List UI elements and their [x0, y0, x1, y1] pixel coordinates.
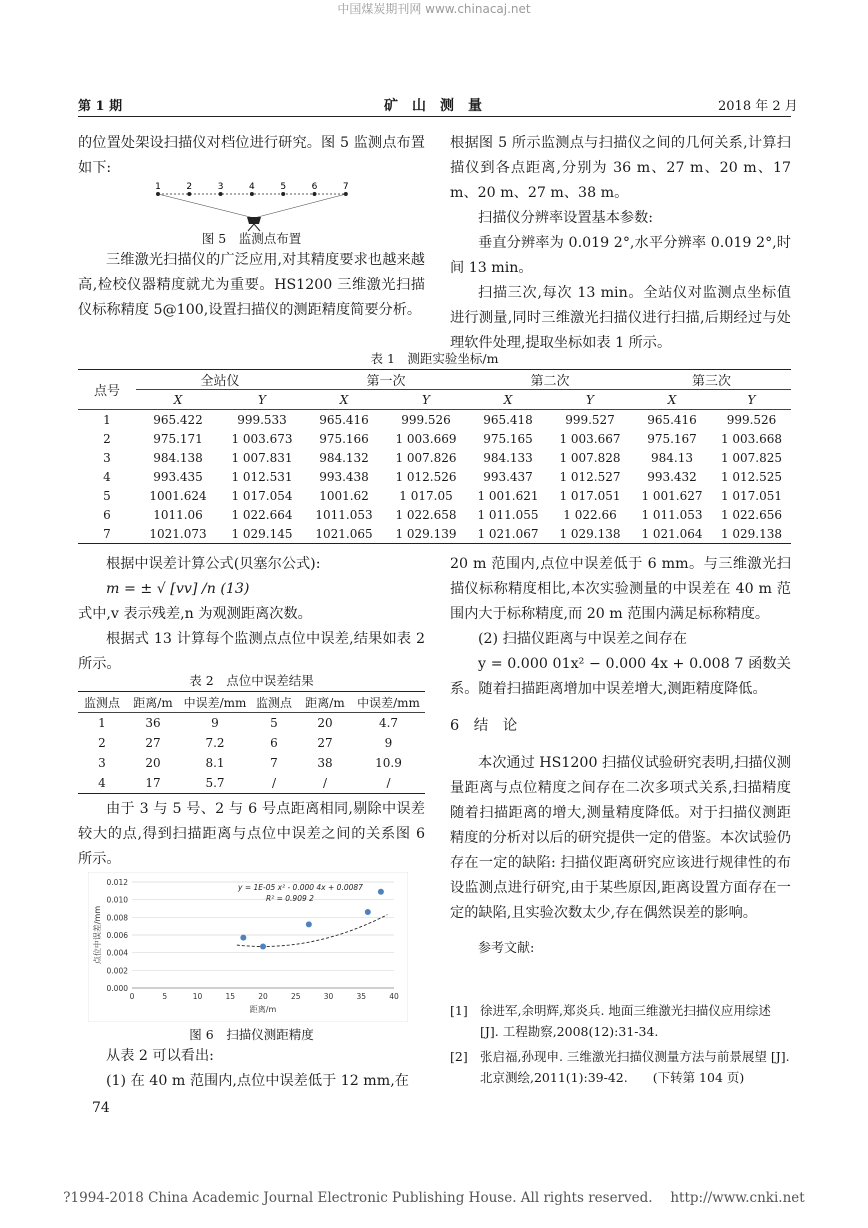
data-point — [240, 935, 246, 941]
table-row — [78, 505, 791, 524]
paragraph: (1) 在 40 m 范围内,点位中误差低于 12 mm,在 — [106, 1073, 409, 1089]
table-cell: 984.133 — [483, 450, 533, 465]
table-cell: 27 — [317, 736, 333, 750]
table-cell: 5.7 — [205, 776, 225, 790]
paragraph: 本次通过 HS1200 扫描仪试验研究表明,扫描仪测量距离与点位精度之间存在二次多项式关系,扫描精度随着扫描距离的增大,测量精度降低。对于扫描仪测距精度的分析对以后的研究提供一定的借鉴。本次试验仍存在一定的缺陷: 扫描仪距离研究应该进行规律性的布设监测点进行研究,由于某些原因,距离设置方面存在一定的缺陷,且实验次数太少,存在偶然误差的影响。 — [450, 755, 791, 921]
paragraph: 由于 3 与 5 号、2 与 6 号点距离相同,剔除中误差较大的点,得到扫描距离与点位中误差之间的关系图 6 所示。 — [78, 801, 425, 867]
monitor-point-label: 5 — [280, 182, 287, 192]
table-cell: 38 — [317, 756, 333, 770]
table-cell: 1 003.669 — [395, 431, 457, 446]
table-cell: 1001.62 — [319, 488, 369, 503]
table-cell: 999.533 — [237, 412, 287, 427]
table-cell: 20 — [145, 756, 161, 770]
table-cell: 1021.065 — [315, 526, 373, 541]
table-header-cell: 监测点 — [255, 695, 292, 710]
paragraph: 20 m 范围内,点位中误差低于 6 mm。与三维激光扫描仪标称精度相比,本次实验测量的中误差在 40 m 范围内大于标称精度,而 20 m 范围内满足标称精度。 — [450, 556, 791, 622]
table-cell: 1 022.656 — [720, 507, 783, 522]
table-row — [78, 429, 791, 448]
table-row — [78, 467, 791, 486]
table-cell: 7 — [103, 526, 111, 541]
table2-body — [78, 713, 425, 794]
table-cell: 1 017.05 — [399, 488, 453, 503]
table-cell: 1 021.064 — [641, 526, 703, 541]
table-cell: 9 — [384, 736, 393, 750]
table-cell: 1 007.826 — [395, 450, 457, 465]
reference-text: 徐进军,余明辉,郑炎兵. 地面三维激光扫描仪应用综述 [J]. 工程勘察,2008(12):31-34. — [480, 1003, 771, 1039]
table-cell: 7.2 — [205, 736, 225, 750]
x-tick-label: 5 — [162, 992, 168, 1001]
table1-sub-header: Y — [747, 392, 756, 407]
table-header-cell: 距离/m — [305, 695, 345, 710]
table-row — [78, 448, 791, 467]
monitor-point-label: 3 — [217, 182, 224, 192]
monitor-point — [281, 192, 285, 196]
fig6-chart — [88, 872, 408, 1022]
reference-number: [2] — [450, 1049, 468, 1064]
data-point — [365, 909, 371, 915]
table-cell: 1021.073 — [149, 526, 207, 541]
y-tick-label: 0.004 — [106, 948, 128, 958]
table-cell: 1011.053 — [315, 507, 373, 522]
table-cell: 993.432 — [647, 469, 697, 484]
table-cell: 5 — [103, 488, 111, 503]
monitor-point-label: 1 — [155, 182, 161, 192]
x-tick-label: 10 — [192, 992, 203, 1001]
monitor-point-label: 7 — [342, 182, 349, 192]
r-squared-label: R² = 0.909 2 — [266, 894, 314, 903]
table-cell: 1 011.055 — [477, 507, 539, 522]
table-cell: 975.167 — [647, 431, 697, 446]
table1-group-header: 全站仪 — [136, 370, 304, 390]
right-column-top — [450, 131, 791, 356]
table-cell: 993.437 — [483, 469, 533, 484]
table1-caption: 表 1 测距实验坐标/m — [370, 351, 499, 366]
y-tick-label: 0.012 — [106, 878, 128, 887]
table2-caption: 表 2 点位中误差结果 — [189, 673, 314, 688]
table-cell: 5 — [270, 716, 278, 730]
footer: ?1994-2018 China Academic Journal Electronic Publishing House. All rights reserved. http://www.cnki.net — [63, 1190, 805, 1206]
right-column-bottom — [450, 552, 791, 961]
table-row — [78, 713, 425, 734]
table-cell: 1 — [98, 716, 106, 730]
header-rule — [78, 116, 791, 117]
monitor-point — [250, 192, 254, 196]
x-tick-label: 30 — [323, 992, 334, 1001]
x-tick-label: 25 — [290, 992, 301, 1001]
data-point — [306, 921, 312, 927]
table-cell: 6 — [103, 507, 111, 522]
fig5-diagram — [150, 180, 360, 232]
table2-header — [78, 692, 425, 713]
table-cell: 984.132 — [319, 450, 369, 465]
table-cell: 1 022.658 — [395, 507, 457, 522]
left-column-para — [78, 248, 425, 323]
table-header-cell: 中误差/mm — [357, 695, 420, 710]
x-tick-label: 40 — [389, 992, 399, 1001]
table-row — [78, 773, 425, 794]
table-cell: 999.526 — [726, 412, 777, 427]
table-header-cell: 监测点 — [83, 695, 120, 710]
table-cell: 975.171 — [153, 431, 203, 446]
table-cell: 8.1 — [205, 756, 225, 770]
table-cell: 965.416 — [319, 412, 369, 427]
table-cell: 965.418 — [483, 412, 533, 427]
table1-sub-header: X — [503, 392, 513, 407]
table1-sub-header: X — [173, 392, 183, 407]
reference-item — [450, 1000, 791, 1042]
paragraph: 扫描仪分辨率设置基本参数: — [478, 210, 654, 226]
table-cell: 1001.624 — [149, 488, 207, 503]
left-column-top — [78, 131, 425, 181]
table-cell: 1 012.526 — [395, 469, 457, 484]
table-cell: 1 029.138 — [720, 526, 783, 541]
table1-body — [78, 410, 791, 544]
table-cell: 1 003.673 — [231, 431, 293, 446]
table-cell: 993.435 — [153, 469, 203, 484]
table-cell: 1 — [103, 412, 111, 427]
table-cell: 1 003.668 — [720, 431, 783, 446]
table-cell: 984.13 — [651, 450, 693, 465]
table-cell: / — [386, 776, 391, 790]
trend-equation: y = 0.000 01x² − 0.000 4x + 0.008 7 函数关系。随着扫描距离增加中误差增大,测距精度降低。 — [450, 656, 791, 697]
table-cell: / — [271, 776, 277, 790]
monitor-point — [313, 192, 317, 196]
table-cell: 999.527 — [565, 412, 615, 427]
references-title: 参考文献: — [478, 941, 535, 956]
y-axis-label: 点位中误差/mm — [93, 905, 102, 965]
monitor-point-label: 6 — [311, 182, 318, 192]
table1-sub-header: X — [667, 392, 677, 407]
table1-sub-header: Y — [422, 392, 430, 407]
table-cell: 1 011.053 — [641, 507, 703, 522]
table-cell: 4 — [98, 776, 106, 790]
table-cell: 1011.06 — [153, 507, 203, 522]
table-cell: 1 007.825 — [720, 450, 783, 465]
table-header-cell: 中误差/mm — [183, 695, 247, 710]
monitor-point-label: 2 — [186, 182, 193, 192]
table-row — [78, 524, 791, 544]
table-cell: / — [322, 776, 328, 790]
table-cell: 1 017.051 — [559, 488, 621, 503]
header-date: 2018 年 2 月 — [718, 99, 798, 114]
header-issue: 第 1 期 — [78, 99, 123, 114]
trend-equation-label: y = 1E-05 x² - 0.000 4x + 0.0087 — [238, 883, 363, 892]
table-header-cell: 距离/m — [133, 695, 173, 710]
table-row — [78, 486, 791, 505]
table1-sub-header: Y — [258, 392, 266, 407]
paragraph: 垂直分辨率为 0.019 2°,水平分辨率 0.019 2°,时间 13 min。 — [450, 235, 791, 276]
table-cell: 975.165 — [483, 431, 533, 446]
data-point — [260, 943, 266, 949]
left-column-bottom — [78, 1044, 425, 1094]
table-cell: 1 007.828 — [559, 450, 621, 465]
references-list — [450, 1000, 791, 1092]
table1 — [78, 369, 791, 544]
table-cell: 999.526 — [401, 412, 451, 427]
table1-sub-header: X — [339, 392, 349, 407]
left-column-para2 — [78, 797, 425, 872]
paragraph: 的位置处架设扫描仪对档位进行研究。图 5 监测点布置如下: — [78, 135, 425, 176]
reference-number: [1] — [450, 1003, 468, 1018]
table-cell: 1 022.66 — [563, 507, 617, 522]
table-cell: 1 001.621 — [477, 488, 539, 503]
table-cell: 1 029.139 — [395, 526, 457, 541]
fig5-caption: 图 5 监测点布置 — [201, 231, 302, 246]
reference-text: 张启福,孙现申. 三维激光扫描仪测量方法与前景展望 [J]. 北京测绘,2011(1):39-42. (下转第 104 页) — [480, 1049, 790, 1085]
table1-group-header: 第一次 — [304, 370, 468, 390]
table1-header-point: 点号 — [93, 384, 120, 399]
table2 — [78, 691, 425, 794]
paragraph: (2) 扫描仪距离与中误差之间存在 — [478, 631, 688, 647]
table-cell: 4.7 — [378, 716, 399, 730]
paragraph: 式中,v 表示残差,n 为观测距离次数。 — [78, 606, 312, 622]
table-cell: 1 022.664 — [231, 507, 293, 522]
table-cell: 1 003.667 — [559, 431, 621, 446]
table-cell: 993.438 — [319, 469, 369, 484]
section-heading: 6 结 论 — [450, 718, 518, 734]
y-tick-label: 0.002 — [106, 966, 128, 976]
paragraph: 三维激光扫描仪的广泛应用,对其精度要求也越来越高,检校仪器精度就尤为重要。HS1200 三维激光扫描仪标称精度 5@100,设置扫描仪的测距精度简要分析。 — [78, 252, 425, 318]
paragraph: 根据图 5 所示监测点与扫描仪之间的几何关系,计算扫描仪到各点距离,分别为 36 m、27 m、20 m、17 m、20 m、27 m、38 m。 — [450, 135, 791, 201]
watermark: 中国煤炭期刊网 www.chinacaj.net — [337, 2, 531, 16]
table1-group-header: 第三次 — [632, 370, 791, 390]
scanner-icon — [247, 217, 261, 224]
table-cell: 7 — [270, 756, 278, 770]
left-column-mid — [78, 552, 425, 677]
x-tick-label: 15 — [225, 992, 236, 1001]
paragraph: 扫描三次,每次 13 min。全站仪对监测点坐标值进行测量,同时三维激光扫描仪进行扫描,后期经过与处理软件处理,提取坐标如表 1 所示。 — [450, 285, 791, 351]
table-cell: 1 029.138 — [559, 526, 621, 541]
table-cell: 2 — [98, 736, 106, 750]
table-cell: 17 — [145, 776, 161, 790]
table-cell: 1 017.051 — [720, 488, 783, 503]
x-axis-label: 距离/m — [249, 1005, 277, 1014]
table-cell: 10.9 — [375, 756, 402, 770]
table-cell: 1 029.145 — [231, 526, 293, 541]
table-row — [78, 733, 425, 753]
table-cell: 4 — [103, 469, 111, 484]
table-cell: 1 007.831 — [231, 450, 293, 465]
table-cell: 3 — [103, 450, 111, 465]
formula-13: m = ± √ [vv] /n (13) — [106, 581, 250, 597]
x-tick-label: 35 — [356, 992, 367, 1001]
y-tick-label: 0.000 — [106, 984, 128, 993]
table1-group-header: 第二次 — [468, 370, 632, 390]
x-tick-label: 20 — [258, 992, 268, 1001]
monitor-point — [187, 192, 191, 196]
y-tick-label: 0.006 — [106, 931, 128, 940]
fig6-caption: 图 6 扫描仪测距精度 — [189, 1027, 314, 1042]
table-cell: 965.422 — [153, 412, 203, 427]
paragraph: 根据中误差计算公式(贝塞尔公式): — [106, 556, 321, 572]
table-cell: 1 001.627 — [641, 488, 703, 503]
data-point — [378, 889, 384, 895]
table-cell: 3 — [98, 756, 106, 770]
table-cell: 36 — [145, 716, 161, 730]
table-row — [78, 410, 791, 430]
monitor-point — [219, 192, 223, 196]
table-cell: 6 — [270, 736, 278, 750]
x-tick-label: 0 — [129, 992, 135, 1001]
monitor-point-label: 4 — [249, 182, 255, 192]
y-tick-label: 0.010 — [106, 895, 128, 905]
table-cell: 2 — [103, 431, 111, 446]
table1-sub-header: Y — [586, 392, 594, 407]
paragraph: 根据式 13 计算每个监测点点位中误差,结果如表 2 所示。 — [78, 631, 425, 672]
table-cell: 1 012.531 — [231, 469, 293, 484]
table-cell: 1 012.525 — [720, 469, 783, 484]
table-cell: 1 021.067 — [477, 526, 539, 541]
table-cell: 9 — [211, 716, 219, 730]
paragraph: 从表 2 可以看出: — [106, 1048, 214, 1064]
header-journal: 矿 山 测 量 — [384, 98, 482, 114]
table-cell: 27 — [145, 736, 161, 750]
table-cell: 20 — [317, 716, 333, 730]
table-row — [78, 753, 425, 773]
table-cell: 1 012.527 — [559, 469, 621, 484]
table-cell: 965.416 — [647, 412, 697, 427]
table-cell: 1 017.054 — [231, 488, 293, 503]
table-cell: 975.166 — [319, 431, 369, 446]
page-number: 74 — [92, 1100, 110, 1116]
y-tick-label: 0.008 — [106, 913, 128, 923]
reference-item — [450, 1046, 791, 1088]
table-cell: 984.138 — [153, 450, 203, 465]
